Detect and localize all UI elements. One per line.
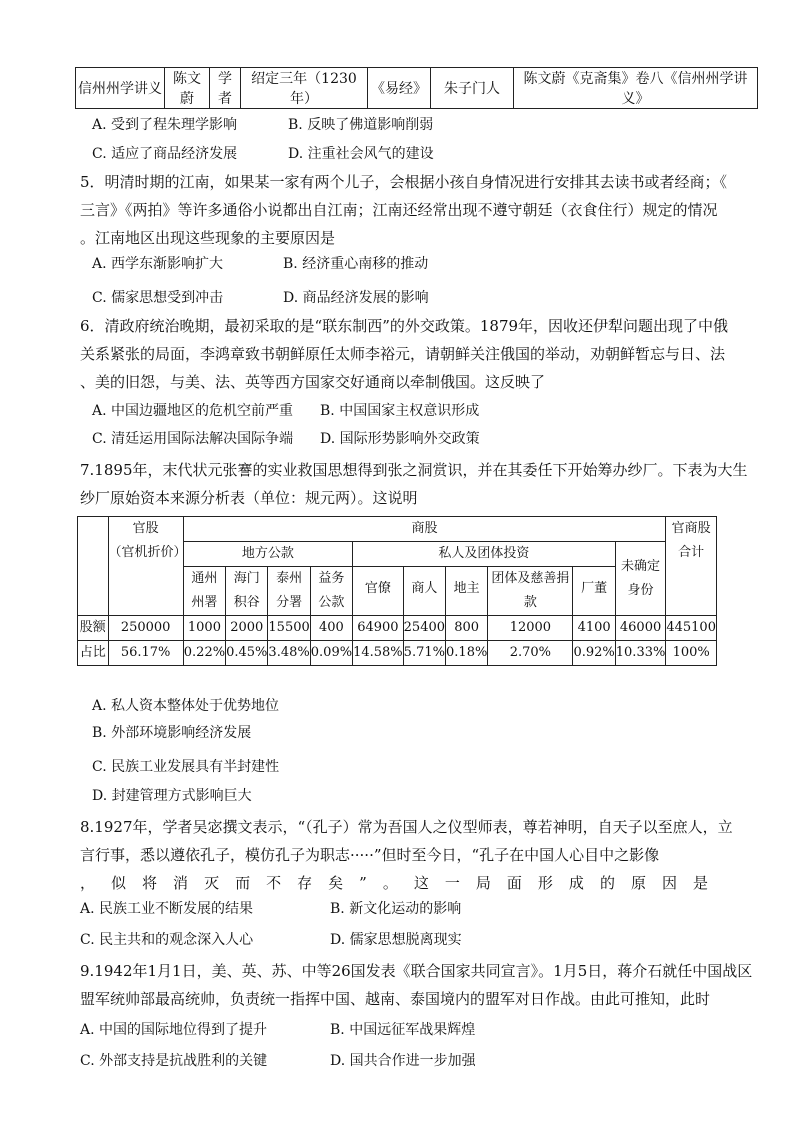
table-cell xyxy=(183,567,225,616)
table-cell: 朱子门人 xyxy=(431,68,514,109)
option-b[interactable]: B. 经济重心南移的推动 xyxy=(283,256,429,272)
table-row xyxy=(78,641,717,666)
option-d[interactable]: D. 儒家思想脱离现实 xyxy=(330,932,462,948)
option-d[interactable]: D. 封建管理方式影响巨大 xyxy=(92,788,252,804)
question-6-line3: 、美的旧怨，与美、法、英等西方国家交好通商以牵制俄国。这反映了 xyxy=(80,373,546,391)
sub-header: 商人 xyxy=(403,567,445,616)
header-private: 私人及团体投资 xyxy=(353,542,616,567)
question-8-line2: 言行事，悉以遵依孔子，模仿孔子为职志·····”但时至今日，“孔子在中国人心目中之影像 xyxy=(80,846,660,864)
table-row xyxy=(78,616,717,641)
amount-cell: 2000 xyxy=(226,616,268,641)
option-a[interactable]: A. 私人资本整体处于优势地位 xyxy=(92,698,280,714)
table-cell xyxy=(310,567,352,616)
option-a[interactable]: A. 中国边疆地区的危机空前严重 xyxy=(92,403,294,419)
share-cell: 0.18% xyxy=(446,641,488,666)
option-b[interactable]: B. 外部环境影响经济发展 xyxy=(92,725,252,741)
header-official-sub: （官机折价） xyxy=(108,545,187,560)
option-c[interactable]: C. 民主共和的观念深入人心 xyxy=(80,932,254,948)
question-7-line2: 纱厂原始资本来源分析表（单位：规元两）。这说明 xyxy=(80,489,418,507)
amount-cell: 445100 xyxy=(666,616,717,641)
option-a[interactable]: A. 民族工业不断发展的结果 xyxy=(80,901,254,917)
question-9-line1: 9.1942年1月1日，美、英、苏、中等26国发表《联合国家共同宣言》。1月5日，蒋介石就任中国战区 xyxy=(80,962,753,980)
sub-header: 厂董 xyxy=(573,567,615,616)
option-c[interactable]: C. 适应了商品经济发展 xyxy=(92,146,238,162)
option-c[interactable]: C. 儒家思想受到冲击 xyxy=(92,290,224,306)
option-b[interactable]: B. 新文化运动的影响 xyxy=(330,901,462,917)
sub-header: 泰州 xyxy=(276,571,303,586)
header-local-funds: 地方公款 xyxy=(183,542,352,567)
share-cell: 56.17% xyxy=(108,641,183,666)
question-6-line1: 6．清政府统治晚期，最初采取的是“联东制西”的外交政策。1879年，因收还伊犁问题出现了中俄 xyxy=(80,317,729,335)
option-d[interactable]: D. 商品经济发展的影响 xyxy=(283,290,429,306)
question-8-line3: ，似将消灭而不存矣”。这一局面形成的原因是 xyxy=(80,874,708,892)
header-undetermined-1: 未确定 xyxy=(621,558,661,574)
table-cell xyxy=(268,567,310,616)
question-7-line1: 7.1895年，末代状元张謇的实业救国思想得到张之洞赏识，并在其委任下开始筹办纱厂。下表为大生 xyxy=(80,461,748,479)
share-cell: 0.45% xyxy=(226,641,268,666)
question-5-line3: 。江南地区出现这些现象的主要原因是 xyxy=(80,229,336,247)
option-d[interactable]: D. 国共合作进一步加强 xyxy=(330,1053,476,1069)
table-cell: 学者 xyxy=(210,68,241,109)
option-c[interactable]: C. 外部支持是抗战胜利的关键 xyxy=(80,1053,268,1069)
sub-header: 团体及慈善捐款 xyxy=(488,567,573,616)
option-a[interactable]: A. 受到了程朱理学影响 xyxy=(92,117,238,133)
sub-header: 分署 xyxy=(276,595,303,610)
table-cell: 绍定三年（1230年） xyxy=(241,68,368,109)
option-b[interactable]: B. 中国国家主权意识形成 xyxy=(320,403,480,419)
share-cell: 3.48% xyxy=(268,641,310,666)
sub-header: 公款 xyxy=(318,595,345,610)
amount-cell: 800 xyxy=(446,616,488,641)
option-b[interactable]: B. 反映了佛道影响削弱 xyxy=(288,117,434,133)
sub-header: 积谷 xyxy=(233,595,260,610)
table-cell xyxy=(108,517,187,616)
share-cell: 0.92% xyxy=(573,641,615,666)
option-a[interactable]: A. 西学东渐影响扩大 xyxy=(92,256,224,272)
amount-cell: 1000 xyxy=(183,616,225,641)
sub-header: 地主 xyxy=(446,567,488,616)
table-cell xyxy=(615,542,666,616)
sub-header: 通州 xyxy=(191,571,218,586)
question-5-line1: 5．明清时期的江南，如果某一家有两个儿子，会根据小孩自身情况进行安排其去读书或者经商；《 xyxy=(80,173,728,191)
share-cell: 5.71% xyxy=(403,641,445,666)
question-6-line2: 关系紧张的局面，李鸿章致书朝鲜原任太师李裕元，请朝鲜关注俄国的举动，劝朝鲜暂忘与日、法 xyxy=(80,345,726,363)
sub-header: 州署 xyxy=(191,595,218,610)
amount-cell: 64900 xyxy=(353,616,404,641)
row-label: 股额 xyxy=(78,616,109,641)
amount-cell: 12000 xyxy=(488,616,573,641)
question-8-line1: 8.1927年，学者吴宓撰文表示，“（孔子）常为吾国人之仪型师表，尊若神明，自天子以至庶人，立 xyxy=(80,818,733,836)
table-cell xyxy=(226,567,268,616)
header-merchant: 商股 xyxy=(183,517,666,542)
share-cell: 0.22% xyxy=(183,641,225,666)
table-cell: 陈文蔚 xyxy=(165,68,210,109)
row-label: 占比 xyxy=(78,641,109,666)
table-cell: 信州州学讲义 xyxy=(76,68,165,109)
table-row xyxy=(76,68,758,109)
question-5-line2: 三言》《两拍》等许多通俗小说都出自江南；江南还经常出现不遵守朝廷（衣食住行）规定的情况 xyxy=(80,201,718,219)
header-total-2: 合计 xyxy=(678,545,705,560)
option-d[interactable]: D. 注重社会风气的建设 xyxy=(288,146,434,162)
option-a[interactable]: A. 中国的国际地位得到了提升 xyxy=(80,1022,268,1038)
capital-table xyxy=(77,516,717,666)
amount-cell: 4100 xyxy=(573,616,615,641)
amount-cell: 400 xyxy=(310,616,352,641)
header-total-1: 官商股 xyxy=(671,521,711,536)
share-cell: 2.70% xyxy=(488,641,573,666)
header-undetermined-2: 身份 xyxy=(627,582,654,598)
option-b[interactable]: B. 中国远征军战果辉煌 xyxy=(330,1022,476,1038)
share-cell: 14.58% xyxy=(353,641,404,666)
amount-cell: 25400 xyxy=(403,616,445,641)
share-cell: 100% xyxy=(666,641,717,666)
share-cell: 0.09% xyxy=(310,641,352,666)
table-cell: 《易经》 xyxy=(368,68,431,109)
sub-header: 益务 xyxy=(318,571,345,586)
sub-header: 官僚 xyxy=(353,567,404,616)
sub-header: 海门 xyxy=(233,571,260,586)
share-cell: 10.33% xyxy=(615,641,666,666)
amount-cell: 15500 xyxy=(268,616,310,641)
option-d[interactable]: D. 国际形势影响外交政策 xyxy=(320,431,480,447)
option-c[interactable]: C. 民族工业发展具有半封建性 xyxy=(92,759,280,775)
table-cell xyxy=(666,517,717,616)
amount-cell: 250000 xyxy=(108,616,183,641)
lecture-table xyxy=(75,67,758,109)
table-row xyxy=(78,517,717,542)
amount-cell: 46000 xyxy=(615,616,666,641)
table-cell xyxy=(78,517,109,616)
question-9-line2: 盟军统帅部最高统帅，负责统一指挥中国、越南、泰国境内的盟军对日作战。由此可推知，此时 xyxy=(80,990,711,1008)
header-official: 官股 xyxy=(132,521,159,536)
option-c[interactable]: C. 清廷运用国际法解决国际争端 xyxy=(92,431,294,447)
table-cell: 陈文蔚《克斋集》卷八《信州州学讲义》 xyxy=(514,68,758,109)
